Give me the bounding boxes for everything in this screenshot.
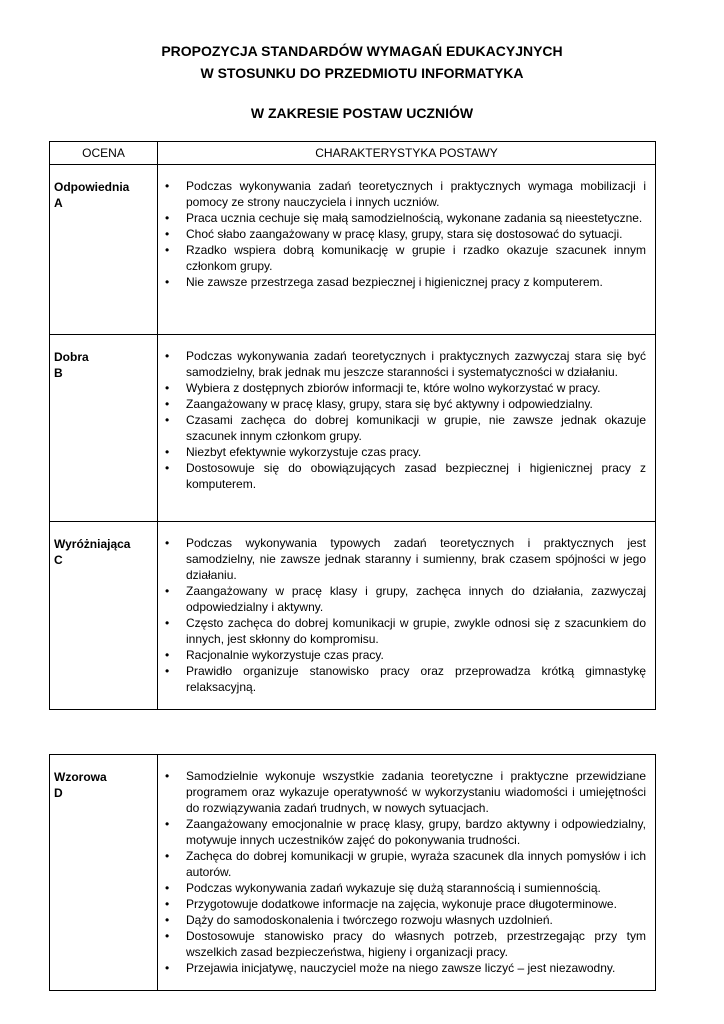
trait-item: • Czasami zachęca do dobrej komunikacji w grupie, nie zawsze jednak okazuje szacunek innym członkom grupy. [165,412,646,444]
traits-list [158,755,655,990]
trait-item: • Prawidło organizuje stanowisko pracy oraz przeprowadza krótką gimnastykę relaksacyjną. [165,663,646,695]
grade-cell [50,165,158,335]
table-row [50,165,656,335]
trait-item: • Dostosowuje stanowisko pracy do własnych potrzeb, przestrzegając przy tym wszelkich zasad bezpieczeństwa, higieny i organizacji pracy. [165,928,646,960]
trait-item: • Podczas wykonywania zadań teoretycznych i praktycznych wymaga mobilizacji i pomocy ze strony nauczyciela i innych uczniów. [165,178,646,210]
trait-item: • Zachęca do dobrej komunikacji w grupie, wyraża szacunek dla innych pomysłów i ich autorów. [165,848,646,880]
trait-item: • Dąży do samodoskonalenia i twórczego rozwoju własnych uzdolnień. [165,912,646,928]
traits-list [158,165,655,304]
trait-item: • Rzadko wspiera dobrą komunikację w grupie i rzadko okazuje szacunek innym członkom grupy. [165,242,646,274]
grade-name: Wzorowa [54,770,107,784]
grade-letter: B [54,366,63,380]
table-row [50,335,656,522]
grade-letter: D [54,786,63,800]
trait-item: • Zaangażowany w pracę klasy, grupy, stara się być aktywny i odpowiedzialny. [165,396,646,412]
grade-letter: C [54,553,63,567]
grade-cell [50,755,158,991]
grade-cell [50,335,158,522]
trait-item: • Często zachęca do dobrej komunikacji w grupie, zwykle odnosi się z szacunkiem do innych, jest skłonny do kompromisu. [165,615,646,647]
traits-list [158,335,655,506]
document-title-line-2: W STOSUNKU DO PRZEDMIOTU INFORMATYKA [200,65,524,81]
traits-cell [158,335,656,522]
traits-cell [158,755,656,991]
table-row [50,755,656,991]
trait-item: • Choć słabo zaangażowany w pracę klasy, grupy, stara się dostosować do sytuacji. [165,226,646,242]
trait-item: • Zaangażowany w pracę klasy i grupy, zachęca innych do działania, zazwyczaj odpowiedzialny i aktywny. [165,583,646,615]
trait-item: • Nie zawsze przestrzega zasad bezpiecznej i higienicznej pracy z komputerem. [165,274,646,290]
traits-cell [158,165,656,335]
traits-cell [158,522,656,710]
column-header-grade: OCENA [50,142,158,165]
trait-item: • Podczas wykonywania typowych zadań teoretycznych i praktycznych jest samodzielny, nie zawsze jednak staranny i sumienny, brak czasem spójności w jego działaniu. [165,535,646,583]
grade-cell [50,522,158,710]
trait-item: • Praca ucznia cechuje się małą samodzielnością, wykonane zadania są nieestetyczne. [165,210,646,226]
grade-name: Wyróżniająca [54,537,131,551]
document-subtitle: W ZAKRESIE POSTAW UCZNIÓW [250,105,474,121]
table-row [50,522,656,710]
traits-list [158,522,655,709]
trait-item: • Przejawia inicjatywę, nauczyciel może na niego zawsze liczyć – jest niezawodny. [165,960,646,976]
trait-item: • Zaangażowany emocjonalnie w pracę klasy, grupy, bardzo aktywny i odpowiedzialny, motywuje innych uczestników zajęć do pokonywania trudności. [165,816,646,848]
trait-item: • Podczas wykonywania zadań teoretycznych i praktycznych zazwyczaj stara się być samodzielny, brak jednak mu jeszcze staranności i systematyczności w działaniu. [165,348,646,380]
trait-item: • Niezbyt efektywnie wykorzystuje czas pracy. [165,444,646,460]
trait-item: • Wybiera z dostępnych zbiorów informacji te, które wolno wykorzystać w pracy. [165,380,646,396]
trait-item: • Racjonalnie wykorzystuje czas pracy. [165,647,646,663]
grades-table [49,141,656,710]
column-header-traits: CHARAKTERYSTYKA POSTAWY [158,142,656,165]
grades-table-continued [49,754,656,991]
table-header-row [50,142,656,165]
trait-item: • Przygotowuje dodatkowe informacje na zajęcia, wykonuje prace długoterminowe. [165,896,646,912]
grade-letter: A [54,196,63,210]
trait-item: • Samodzielnie wykonuje wszystkie zadania teoretyczne i praktyczne przewidziane programem oraz wykazuje operatywność w wykorzystaniu wiadomości i umiejętności do rozwiązywania zadań trudnych, w nowych sytuacjach. [165,768,646,816]
trait-item: • Podczas wykonywania zadań wykazuje się dużą starannością i sumiennością. [165,880,646,896]
trait-item: • Dostosowuje się do obowiązujących zasad bezpiecznej i higienicznej pracy z komputerem. [165,460,646,492]
grade-name: Odpowiednia [54,180,130,194]
document-title-line-1: PROPOZYCJA STANDARDÓW WYMAGAŃ EDUKACYJNYCH [161,43,563,59]
grade-name: Dobra [54,350,89,364]
